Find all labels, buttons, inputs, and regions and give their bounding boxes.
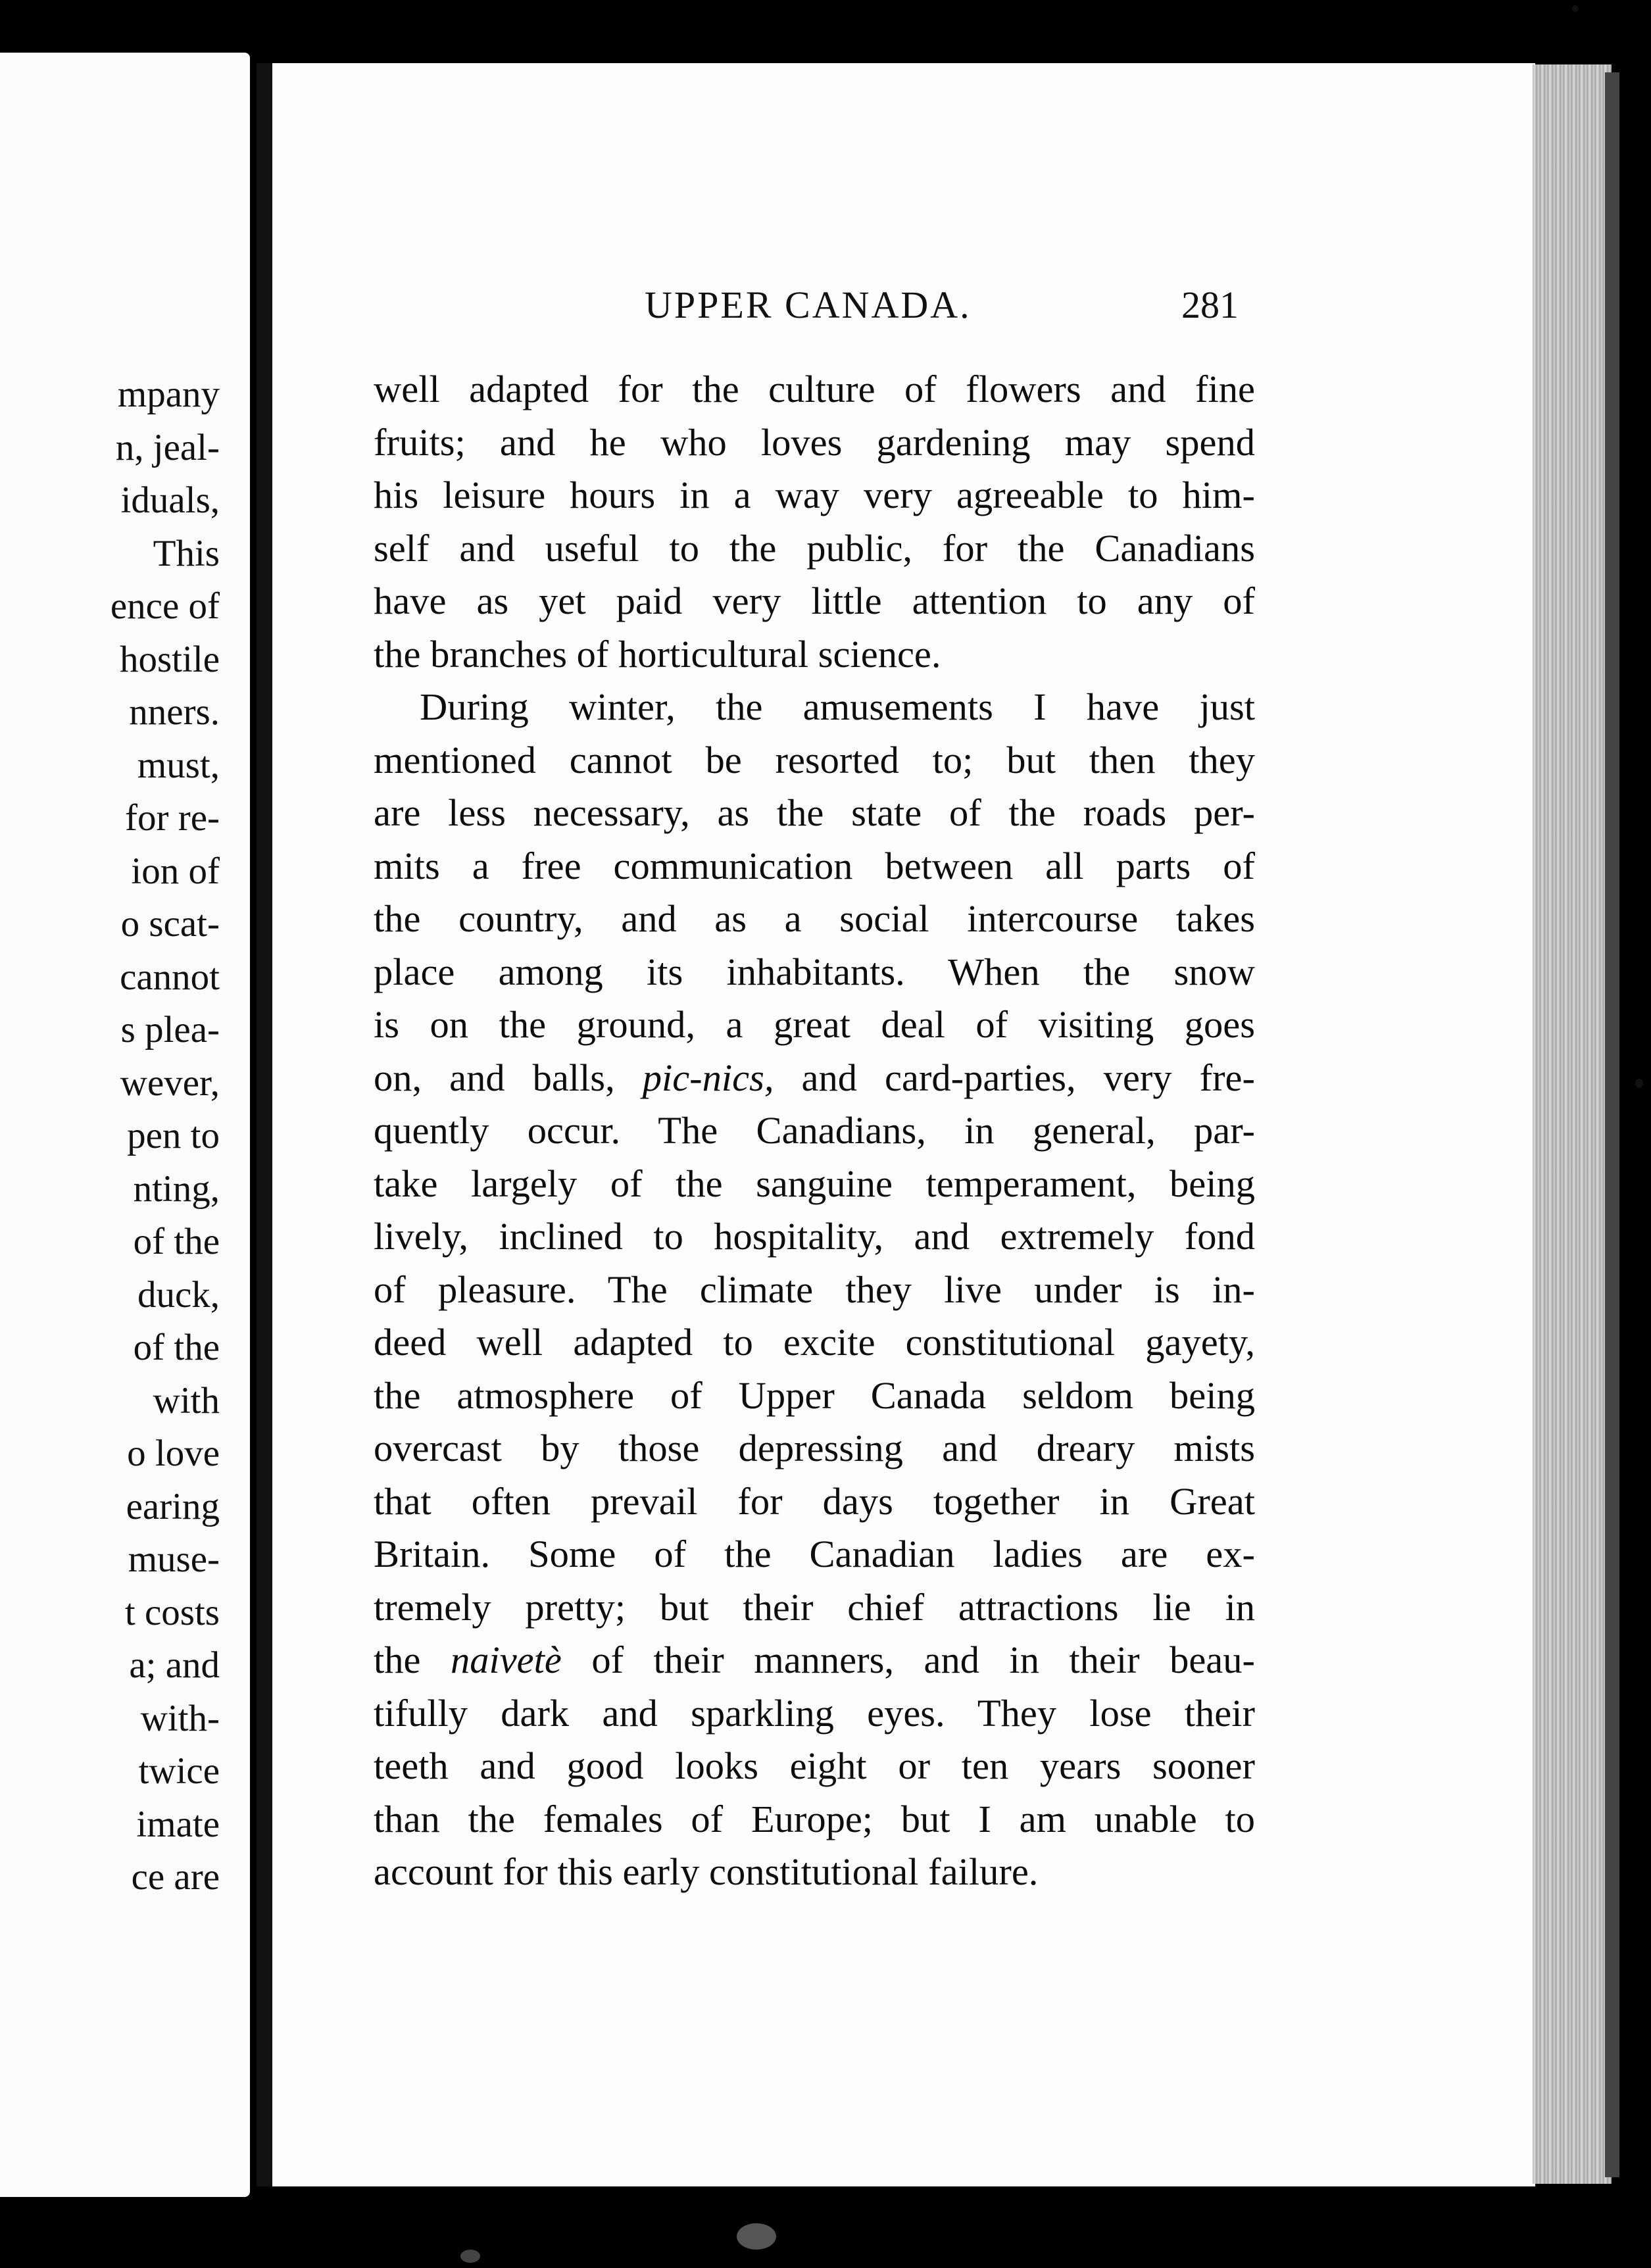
page-edge (1533, 64, 1612, 2184)
text-line-with-italic (374, 1052, 1255, 1105)
text-line: that often prevail for days together in Great (374, 1479, 1255, 1523)
text-line: tifully dark and sparkling eyes. They lose their (374, 1691, 1255, 1735)
left-page-fragment: of the (133, 1327, 220, 1368)
text-line: During winter, the amusements I have just (420, 685, 1255, 728)
left-page-fragment: o scat- (120, 903, 220, 945)
left-page-fragment: with (153, 1379, 220, 1421)
italic-term: pic-nics, (642, 1056, 774, 1099)
left-page-fragment: twice (138, 1750, 220, 1792)
text-line: the country, and as a social intercourse takes (374, 897, 1255, 940)
text-run: on, and balls, (374, 1056, 643, 1099)
left-page-fragment: must, (137, 744, 220, 786)
left-page-fragment: ence of (110, 585, 220, 627)
text-line: is on the ground, a great deal of visiting goes (374, 1003, 1255, 1046)
text-line: fruits; and he who loves gardening may spend (374, 420, 1255, 464)
left-page-fragment: muse- (128, 1539, 220, 1580)
left-page-fragment: cannot (120, 956, 220, 998)
text-line: well adapted for the culture of flowers and fine (374, 368, 1255, 410)
left-page-fragment: t costs (124, 1591, 220, 1633)
left-page-fragment: imate (136, 1803, 220, 1845)
book-gutter (257, 63, 274, 2186)
text-run: the (374, 1639, 451, 1681)
left-page-fragment: This (153, 532, 220, 574)
text-line: tremely pretty; but their chief attractions lie in (374, 1585, 1255, 1629)
text-line-with-italic (374, 1634, 1255, 1687)
ink-speck (460, 2250, 480, 2263)
page-number: 281 (1181, 284, 1239, 326)
text-run: and card-parties, very fre- (774, 1056, 1255, 1099)
text-line: quently occur. The Canadians, in general, par- (374, 1109, 1255, 1152)
ink-speck (737, 2223, 776, 2250)
left-page-fragment: nners. (129, 691, 220, 733)
left-page-fragment: n, jeal- (115, 426, 220, 468)
left-page-fragment: of the (133, 1221, 220, 1262)
text-line: his leisure hours in a way very agreeable to him- (374, 474, 1255, 516)
text-line: lively, inclined to hospitality, and extremely fond (374, 1215, 1255, 1258)
left-page-fragment: wever, (120, 1062, 220, 1104)
left-page-fragment: o love (127, 1433, 220, 1474)
text-line: mits a free communication between all parts of (374, 844, 1255, 887)
left-page-fragment: hostile (120, 638, 220, 680)
left-page-fragment: s plea- (120, 1009, 220, 1050)
left-page (0, 53, 250, 2197)
text-line: deed well adapted to excite constitutional gayety, (374, 1321, 1255, 1364)
left-page-fragment: pen to (127, 1115, 220, 1156)
text-line: the atmosphere of Upper Canada seldom being (374, 1373, 1255, 1417)
left-page-fragment: iduals, (120, 480, 220, 521)
text-line: are less necessary, as the state of the roads per- (374, 791, 1255, 834)
text-line: than the females of Europe; but I am unable to (374, 1797, 1255, 1840)
text-line: place among its inhabitants. When the snow (374, 950, 1255, 993)
text-run: of their manners, and in their beau- (561, 1639, 1256, 1681)
left-page-fragment: a; and (129, 1644, 220, 1686)
page-edge-shadow (1605, 72, 1619, 2177)
left-page-fragment: ion of (131, 850, 220, 892)
ink-speck (1635, 1079, 1643, 1088)
left-page-fragment: with- (140, 1697, 220, 1739)
left-page-fragment: duck, (137, 1273, 220, 1316)
text-line: Britain. Some of the Canadian ladies are ex- (374, 1533, 1255, 1575)
italic-term: naivetè (450, 1639, 562, 1681)
left-page-fragment: ce are (131, 1856, 220, 1898)
left-page-fragment: nting, (133, 1168, 220, 1210)
text-line: of pleasure. The climate they live under is in- (374, 1268, 1255, 1311)
text-line: teeth and good looks eight or ten years sooner (374, 1744, 1255, 1787)
text-line: mentioned cannot be resorted to; but then they (374, 738, 1255, 781)
ink-speck (1572, 5, 1579, 12)
body-text (374, 363, 1255, 1899)
text-line: account for this early constitutional failure. (374, 1850, 1039, 1893)
left-page-fragment: for re- (125, 797, 220, 839)
left-page-fragment: mpany (117, 374, 220, 415)
text-line: the branches of horticultural science. (374, 632, 941, 676)
text-line: take largely of the sanguine temperament, being (374, 1162, 1255, 1205)
text-line: self and useful to the public, for the Canadians (374, 526, 1255, 570)
left-page-fragment: earing (126, 1485, 220, 1527)
running-head: UPPER CANADA. (645, 284, 972, 326)
text-line: overcast by those depressing and dreary mists (374, 1427, 1255, 1469)
text-line: have as yet paid very little attention to any of (374, 579, 1255, 622)
left-page-text (111, 368, 220, 1904)
